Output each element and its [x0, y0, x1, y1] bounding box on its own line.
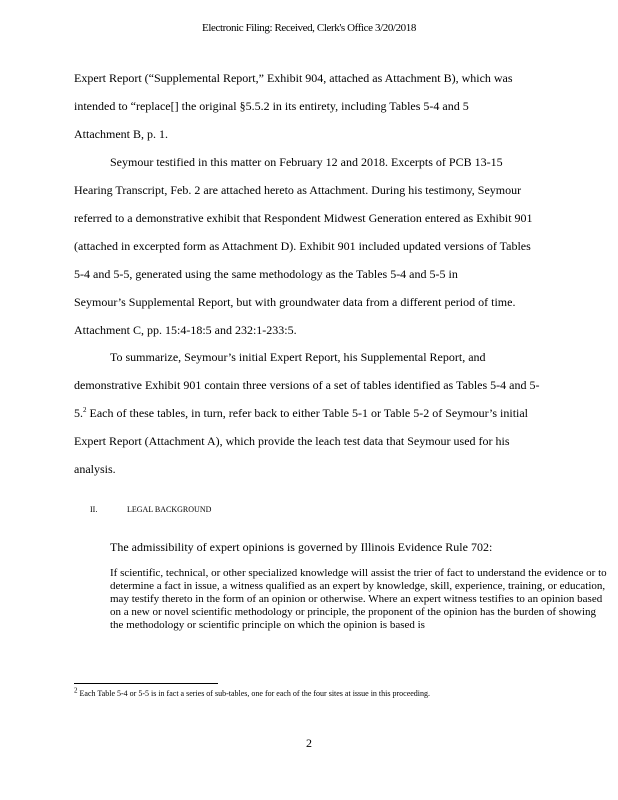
footnote-ref: 2	[83, 406, 87, 414]
body-line: 5-4 and 5-5, generated using the same methodology as the Tables 5-4 and 5-5 in	[74, 267, 458, 281]
body-line: Hearing Transcript, Feb. 2 are attached hereto as Attachment. During his testimony, Seymour	[74, 183, 522, 197]
body-line: analysis.	[74, 462, 116, 476]
body-line: demonstrative Exhibit 901 contain three versions of a set of tables identified as Tables 5-4 and 5-	[74, 378, 540, 392]
body-line-with-footnote-ref	[74, 406, 528, 421]
footnote	[74, 688, 554, 699]
footnote-text: Each Table 5-4 or 5-5 is in fact a series of sub-tables, one for each of the four sites at issue in this proceeding.	[79, 689, 431, 698]
section-title: LEGAL BACKGROUND	[127, 505, 212, 514]
section-number: II.	[90, 505, 98, 514]
body-line-text: Each of these tables, in turn, refer back to either Table 5-1 or Table 5-2 of Seymour’s initial	[86, 406, 529, 420]
body-line: Attachment B, p. 1.	[74, 127, 168, 141]
body-line: Seymour testified in this matter on February 12 and 2018. Excerpts of PCB 13-15	[110, 155, 503, 169]
body-line: intended to “replace[] the original §5.5.2 in its entirety, including Tables 5-4 and 5	[74, 99, 469, 113]
body-line: Seymour’s Supplemental Report, but with groundwater data from a different period of time.	[74, 295, 516, 309]
page-number: 2	[306, 736, 312, 750]
rule-intro: The admissibility of expert opinions is governed by Illinois Evidence Rule 702:	[110, 540, 493, 554]
footnote-marker: 2	[74, 686, 78, 695]
body-line: (attached in excerpted form as Attachment D). Exhibit 901 included updated versions of Tables	[74, 239, 531, 253]
body-line: Expert Report (Attachment A), which provide the leach test data that Seymour used for his	[74, 434, 510, 448]
body-line: referred to a demonstrative exhibit that Respondent Midwest Generation entered as Exhibit 901	[74, 211, 533, 225]
body-line-text-start: 5.	[74, 406, 83, 420]
block-quote: If scientific, technical, or other specialized knowledge will assist the trier of fact to understand the evidence or to determine a fact in issue, a witness qualified as an expert by knowledge, skill, experience, training, or education, may testify thereto in the form of an opinion or otherwise. Where an expert witness testifies to an opinion based on a new or novel scientific methodology or principle, the proponent of the opinion has the burden of showing the methodology or scientific principle on which the opinion is based is	[110, 567, 607, 631]
body-line: To summarize, Seymour’s initial Expert Report, his Supplemental Report, and	[110, 350, 486, 364]
filing-stamp-header: Electronic Filing: Received, Clerk's Office 3/20/2018	[202, 22, 416, 34]
body-line: Attachment C, pp. 15:4-18:5 and 232:1-233:5.	[74, 323, 297, 337]
section-heading	[90, 505, 211, 514]
footnote-separator	[74, 683, 218, 684]
body-line: Expert Report (“Supplemental Report,” Exhibit 904, attached as Attachment B), which was	[74, 71, 513, 85]
